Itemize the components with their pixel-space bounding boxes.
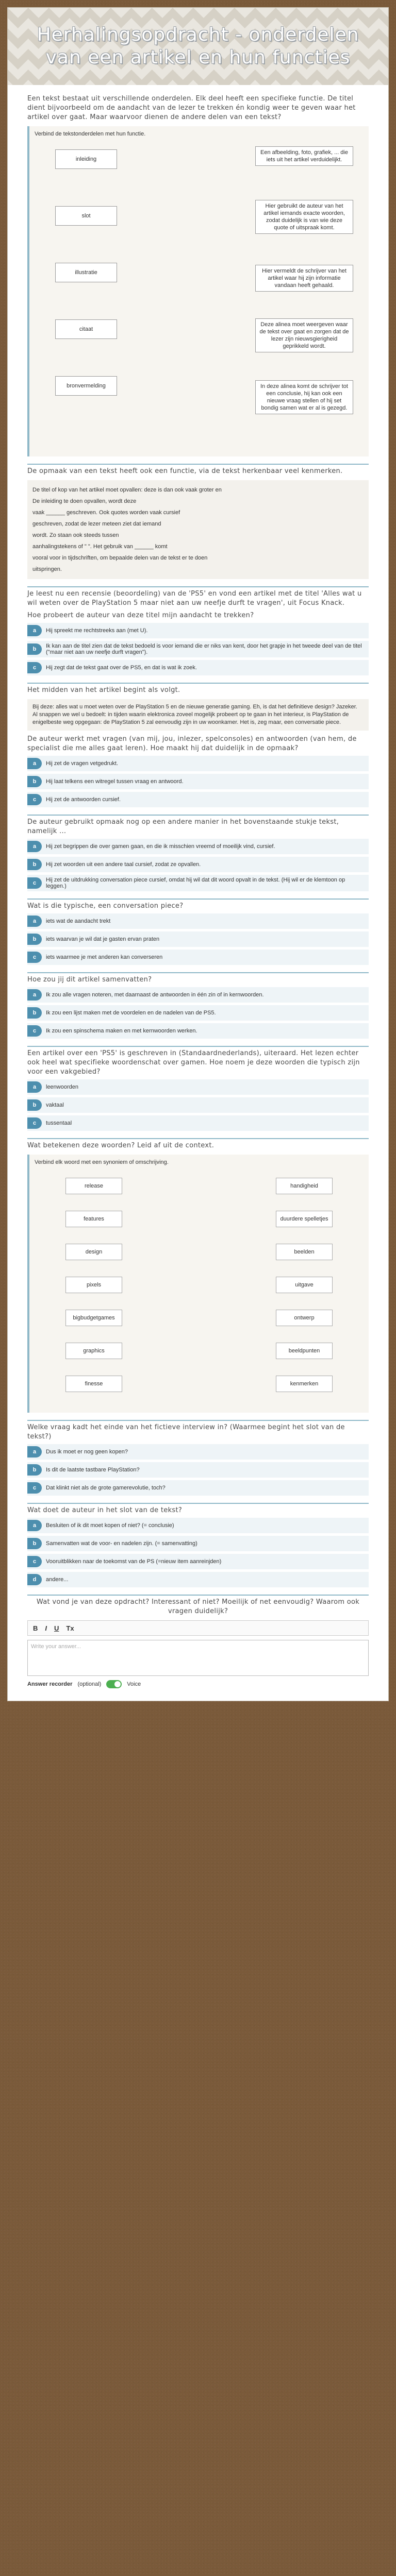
q7-instruction: Verbind elk woord met een synoniem of omschrijving. bbox=[35, 1159, 169, 1165]
q1-option-b[interactable] bbox=[27, 641, 369, 657]
word-right-beeldpunten[interactable]: beeldpunten bbox=[276, 1343, 333, 1359]
word-left-design[interactable]: design bbox=[65, 1244, 122, 1260]
option-letter-a: a bbox=[27, 625, 42, 636]
option-text: vaktaal bbox=[46, 1102, 64, 1108]
option-letter-c: c bbox=[27, 662, 42, 673]
answer-textarea[interactable]: Write your answer... bbox=[27, 1640, 369, 1676]
q6-question: Een artikel over een 'PS5' is geschreven in (Standaardnederlands), uiteraard. Het lezen echter ook heel wat specifieke woordenschat over gamen. Hoe noem je deze woorden die typisch zijn voor een vakgebied? bbox=[27, 1049, 360, 1076]
recorder-optional: (optional) bbox=[77, 1681, 102, 1687]
match-right-3[interactable]: Hier vermeldt de schrijver van het artikel waar hij zijn informatie vandaan heeft gehaald. bbox=[255, 265, 353, 292]
match-right-5[interactable]: In deze alinea komt de schrijver tot een conclusie, hij kan ook een nieuwe vraag stellen of hij set bondig samen wat er al is gezegd. bbox=[255, 380, 353, 414]
option-letter-c: c bbox=[27, 952, 42, 963]
fill-line-5: wordt. Zo staan ook steeds tussen bbox=[32, 532, 119, 538]
word-left-release[interactable]: release bbox=[65, 1178, 122, 1194]
option-text: Dat klinkt niet als de grote gamerevolutie, toch? bbox=[46, 1485, 166, 1491]
fill-line-7: vooral voor in tijdschriften, om bepaalde delen van de tekst er te doen bbox=[32, 555, 208, 561]
option-letter-a: a bbox=[27, 1081, 42, 1093]
q6-option-c[interactable] bbox=[27, 1115, 369, 1131]
option-letter-a: a bbox=[27, 841, 42, 852]
q9-question: Wat doet de auteur in het slot van de tekst? bbox=[27, 1506, 183, 1514]
q8-option-a[interactable] bbox=[27, 1444, 369, 1460]
option-text: Ik zou alle vragen noteren, met daarnaast de antwoorden in één zin of in kernwoorden. bbox=[46, 992, 264, 998]
option-text: Ik zou een spinschema maken en met kernwoorden werken. bbox=[46, 1028, 197, 1034]
q4-option-b[interactable] bbox=[27, 931, 369, 947]
option-text: Hij spreekt me rechtstreeks aan (met U). bbox=[46, 628, 148, 634]
option-text: Hij zet de uitdrukking conversation piece cursief, omdat hij wil dat dit woord opvalt in de tekst. (Hij wil er de klemtoon op leggen.) bbox=[46, 877, 345, 889]
q3-option-b[interactable] bbox=[27, 857, 369, 872]
voice-toggle[interactable] bbox=[106, 1680, 122, 1688]
word-right-kenmerken[interactable]: kenmerken bbox=[276, 1376, 333, 1392]
option-letter-a: a bbox=[27, 916, 42, 927]
word-right-uitgave[interactable]: uitgave bbox=[276, 1277, 333, 1293]
q2-info: Bij deze: alles wat u moet weten over de PlayStation 5 en de nieuwe generatie gaming. Eh, is dat het definitieve design? Jazeker. Al snappen we wel u bedoelt: in tijden waarin elektronica zoveel mogelijk probeert op te gaan in het interieur, is PlayStation de enigelbeste weg opgegaan: de PlayStation 5 zal eenvoudig zijn in uw woonkamer. Het is, zeg maar, een conversatie piece. bbox=[27, 699, 369, 731]
italic-button[interactable]: I bbox=[45, 1624, 47, 1632]
match-exercise bbox=[27, 126, 369, 456]
match-right-4[interactable]: Deze alinea moet weergeven waar de tekst over gaat en zorgen dat de lezer zijn nieuwsgierigheid geprikkeld wordt. bbox=[255, 318, 353, 352]
option-text: Vooruitblikken naar de toekomst van de PS (=nieuw item aanreinjden) bbox=[46, 1558, 222, 1565]
q3-option-c[interactable] bbox=[27, 875, 369, 891]
option-letter-a: a bbox=[27, 1446, 42, 1458]
option-letter-d: d bbox=[27, 1574, 42, 1585]
q2-text: Het midden van het artikel begint als volgt. bbox=[27, 686, 180, 694]
q9-option-c[interactable] bbox=[27, 1554, 369, 1569]
fill-line-1: De titel of kop van het artikel moet opvallen: deze is dan ook vaak groter en bbox=[32, 487, 222, 493]
option-letter-a: a bbox=[27, 1520, 42, 1531]
option-letter-b: b bbox=[27, 776, 42, 787]
option-text: tussentaal bbox=[46, 1120, 72, 1126]
option-text: andere... bbox=[46, 1577, 69, 1583]
fill-section bbox=[27, 464, 369, 579]
option-letter-c: c bbox=[27, 794, 42, 805]
question-5 bbox=[27, 972, 369, 1039]
match-area bbox=[35, 143, 364, 452]
option-letter-b: b bbox=[27, 1007, 42, 1019]
fill-line-6: aanhalingstekens of " ". Het gebruik van ______ komt bbox=[32, 544, 168, 550]
q6-option-a[interactable] bbox=[27, 1079, 369, 1095]
option-text: leenwoorden bbox=[46, 1084, 78, 1090]
fill-line-8: uitspringen. bbox=[32, 566, 62, 572]
option-letter-b: b bbox=[27, 643, 42, 655]
word-left-pixels[interactable]: pixels bbox=[65, 1277, 122, 1293]
match-left-slot[interactable]: slot bbox=[55, 206, 117, 226]
option-letter-b: b bbox=[27, 1099, 42, 1111]
q9-option-b[interactable] bbox=[27, 1536, 369, 1551]
word-right-handigheid[interactable]: handigheid bbox=[276, 1178, 333, 1194]
fill-box bbox=[27, 480, 369, 579]
question-4 bbox=[27, 899, 369, 965]
option-text: iets waarvan je wil dat je gasten ervan praten bbox=[46, 936, 160, 942]
recorder-label: Answer recorder bbox=[27, 1681, 73, 1687]
option-letter-c: c bbox=[27, 1482, 42, 1494]
match-instruction: Verbind de tekstonderdelen met hun functie. bbox=[35, 131, 146, 137]
option-text: Dus ik moet er nog geen kopen? bbox=[46, 1449, 128, 1455]
q8-option-b[interactable] bbox=[27, 1462, 369, 1478]
match-right-1[interactable]: Een afbeelding, foto, grafiek, ... die iets uit het artikel verduidelijkt. bbox=[255, 146, 353, 166]
option-letter-a: a bbox=[27, 989, 42, 1001]
q8-option-c[interactable] bbox=[27, 1480, 369, 1496]
word-right-ontwerp[interactable]: ontwerp bbox=[276, 1310, 333, 1326]
option-text: Ik zou een lijst maken met de voordelen en de nadelen van de PS5. bbox=[46, 1010, 216, 1016]
option-text: Hij zet de vragen vetgedrukt. bbox=[46, 760, 119, 767]
q4-question: Wat is die typische, een conversation piece? bbox=[27, 902, 184, 910]
match-left-citaat[interactable]: citaat bbox=[55, 319, 117, 339]
option-text: Hij zet de antwoorden cursief. bbox=[46, 796, 121, 803]
q6-option-b[interactable] bbox=[27, 1097, 369, 1113]
header-banner bbox=[8, 8, 388, 85]
underline-button[interactable]: U bbox=[54, 1624, 59, 1632]
q10-question: Wat vond je van deze opdracht? Interessant of niet? Moeilijk of net eenvoudig? Waarom ook vragen duidelijk? bbox=[36, 1598, 360, 1615]
option-text: Hij zet woorden uit een andere taal cursief, zodat ze opvallen. bbox=[46, 861, 201, 868]
word-left-bigbudgetgames[interactable]: bigbudgetgames bbox=[65, 1310, 122, 1326]
q1-question: Hoe probeert de auteur van deze titel mijn aandacht te trekken? bbox=[27, 612, 254, 619]
option-letter-b: b bbox=[27, 934, 42, 945]
word-left-graphics[interactable]: graphics bbox=[65, 1343, 122, 1359]
intro-text: Een tekst bestaat uit verschillende onderdelen. Elk deel heeft een specifieke functie. De titel dient bijvoorbeeld om de aandacht van de lezer te trekken én kondig weer te geven waar het artikel over gaat. Maar waarvoor dienen de andere delen van een tekst? bbox=[27, 95, 356, 121]
q5-option-c[interactable] bbox=[27, 1023, 369, 1039]
fill-question: De opmaak van een tekst heeft ook een functie, via de tekst herkenbaar veel kenmerken. bbox=[27, 467, 343, 475]
option-text: Samenvatten wat de voor- en nadelen zijn. (= samenvatting) bbox=[46, 1540, 197, 1547]
q5-question: Hoe zou jij dit artikel samenvatten? bbox=[27, 976, 152, 984]
word-left-finesse[interactable]: finesse bbox=[65, 1376, 122, 1392]
q2-question: De auteur werkt met vragen (van mij, jou, inlezer, spelconsoles) en antwoorden (van hem, de specialist die me alles gaat leren). Hoe maakt hij dat duidelijk in de opmaak? bbox=[27, 735, 357, 752]
option-letter-c: c bbox=[27, 877, 42, 889]
question-9 bbox=[27, 1503, 369, 1587]
option-letter-a: a bbox=[27, 758, 42, 769]
question-2 bbox=[27, 683, 369, 807]
q8-question: Welke vraag kadt het einde van het fictieve interview in? (Waarmee begint het slot van de tekst?) bbox=[27, 1423, 345, 1440]
fill-line-3: vaak ______ geschreven. Ook quotes worden vaak cursief bbox=[32, 510, 180, 516]
match-left-inleiding[interactable]: inleiding bbox=[55, 149, 117, 169]
q7-question: Wat betekenen deze woorden? Leid af uit de context. bbox=[27, 1142, 214, 1149]
q5-option-a[interactable] bbox=[27, 987, 369, 1003]
question-10 bbox=[27, 1595, 369, 1688]
option-letter-c: c bbox=[27, 1025, 42, 1037]
option-text: Besluiten of ik dit moet kopen of niet? (= conclusie) bbox=[46, 1522, 174, 1529]
q2-option-a[interactable] bbox=[27, 756, 369, 771]
text-format-toolbar bbox=[27, 1620, 369, 1636]
voice-label: Voice bbox=[127, 1681, 141, 1687]
word-left-features[interactable]: features bbox=[65, 1211, 122, 1227]
q1-text: Je leest nu een recensie (beoordeling) van de 'PS5' en vond een artikel met de titel 'Alles wat u wil weten over de PlayStation 5 maar niet aan uw neefje durft te vragen', uit Focus Knack. bbox=[27, 590, 362, 607]
clear-format-button[interactable]: Tx bbox=[66, 1624, 74, 1632]
fill-line-2: De inleiding te doen opvallen, wordt deze bbox=[32, 498, 137, 504]
option-text: Is dit de laatste tastbare PlayStation? bbox=[46, 1467, 140, 1473]
q3-option-a[interactable] bbox=[27, 839, 369, 854]
option-text: Ik kan aan de titel zien dat de tekst bedoeld is voor iemand die er niks van kent, door het grapje in het tweede deel van de titel ("maar niet aan uw neefje durft vragen"). bbox=[46, 643, 362, 655]
answer-recorder bbox=[27, 1680, 369, 1688]
q4-option-a[interactable] bbox=[27, 913, 369, 929]
option-letter-b: b bbox=[27, 1538, 42, 1549]
worksheet-board bbox=[7, 7, 389, 1701]
q1-option-c[interactable] bbox=[27, 660, 369, 675]
question-3 bbox=[27, 815, 369, 891]
option-text: iets waarmee je met anderen kan converseren bbox=[46, 954, 163, 960]
match-left-illustratie[interactable]: illustratie bbox=[55, 263, 117, 282]
word-right-beelden[interactable]: beelden bbox=[276, 1244, 333, 1260]
q4-option-c[interactable] bbox=[27, 950, 369, 965]
option-text: iets wat de aandacht trekt bbox=[46, 918, 111, 924]
question-7 bbox=[27, 1138, 369, 1413]
match-right-2[interactable]: Hier gebruikt de auteur van het artikel iemands exacte woorden, zodat duidelijk is van wie deze quote of uitspraak komt. bbox=[255, 200, 353, 234]
option-text: Hij zet begrippen die over gamen gaan, en die ik misschien vreemd of moeilijk vind, cursief. bbox=[46, 843, 275, 850]
q2-option-c[interactable] bbox=[27, 792, 369, 807]
question-1 bbox=[27, 586, 369, 675]
worksheet-content bbox=[8, 85, 388, 1688]
option-letter-c: c bbox=[27, 1117, 42, 1129]
q2-option-b[interactable] bbox=[27, 774, 369, 789]
q1-option-a[interactable] bbox=[27, 623, 369, 638]
word-match-area bbox=[35, 1172, 364, 1409]
question-6 bbox=[27, 1046, 369, 1131]
bold-button[interactable]: B bbox=[33, 1624, 38, 1632]
option-letter-b: b bbox=[27, 1464, 42, 1476]
q9-option-a[interactable] bbox=[27, 1518, 369, 1533]
q3-question: De auteur gebruikt opmaak nog op een andere manier in het bovenstaande stukje tekst, namelijk ... bbox=[27, 818, 339, 835]
option-text: Hij zegt dat de tekst gaat over de PS5, en dat is wat ik zoek. bbox=[46, 665, 197, 671]
option-text: Hij laat telkens een witregel tussen vraag en antwoord. bbox=[46, 778, 184, 785]
q7-box bbox=[27, 1155, 369, 1413]
question-8 bbox=[27, 1420, 369, 1496]
word-right-duurdere-spelletjes[interactable]: duurdere spelletjes bbox=[276, 1211, 333, 1227]
option-letter-b: b bbox=[27, 859, 42, 870]
q5-option-b[interactable] bbox=[27, 1005, 369, 1021]
page-title: Herhalingsopdracht - onderdelen van een artikel en hun functies bbox=[37, 24, 359, 68]
option-letter-c: c bbox=[27, 1556, 42, 1567]
fill-line-4: geschreven, zodat de lezer meteen ziet dat iemand bbox=[32, 521, 161, 527]
match-left-bronvermelding[interactable]: bronvermelding bbox=[55, 376, 117, 396]
q9-option-d[interactable] bbox=[27, 1572, 369, 1587]
